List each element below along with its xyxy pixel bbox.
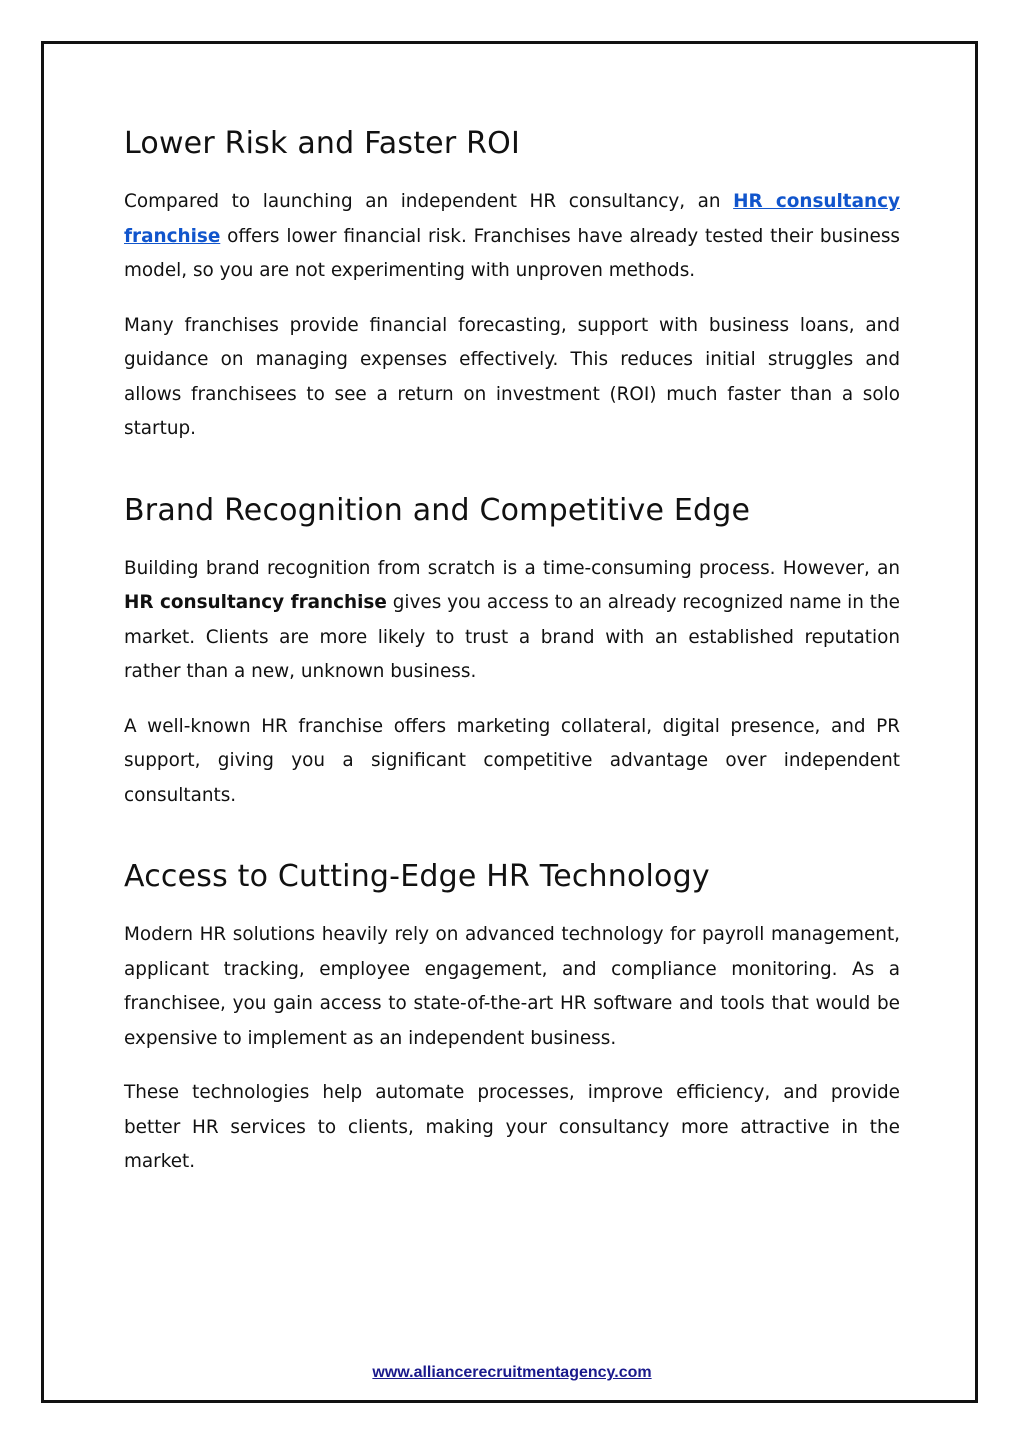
section-heading: Lower Risk and Faster ROI — [124, 126, 521, 161]
bold-phrase: HR consultancy franchise — [124, 592, 387, 613]
paragraph-text: Compared to launching an independent HR consultancy, an — [124, 191, 734, 212]
paragraph — [124, 185, 900, 289]
paragraph: Modern HR solutions heavily rely on advanced technology for payroll management, applicant tracking, employee engagement, and compliance monitoring. As a franchisee, you gain access to state-of-the-art HR software and tools that would be expensive to implement as an independent business. — [124, 924, 900, 1049]
website-link[interactable]: www.alliancerecruitmentagency.com — [372, 1364, 652, 1381]
section-hr-technology — [124, 851, 900, 1180]
hr-consultancy-franchise-link[interactable]: HR consultancy franchise — [124, 191, 900, 247]
paragraph-text: gives you access to an already recognized name in the market. Clients are more likely to trust a brand with an established reputation rather than a new, unknown business. — [124, 592, 900, 682]
paragraph: These technologies help automate processes, improve efficiency, and provide better HR services to clients, making your consultancy more attractive in the market. — [124, 1082, 900, 1172]
section-heading: Brand Recognition and Competitive Edge — [124, 492, 751, 528]
document-body — [124, 118, 900, 1200]
paragraph-text: Building brand recognition from scratch is a time-consuming process. However, an — [124, 557, 900, 579]
section-brand-recognition — [124, 485, 900, 814]
section-lower-risk — [124, 118, 900, 447]
paragraph: Many franchises provide financial forecasting, support with business loans, and guidance on managing expenses effectively. This reduces initial struggles and allows franchisees to see a return on investment (ROI) much faster than a solo startup. — [124, 314, 900, 439]
footer — [0, 1364, 1024, 1382]
paragraph — [124, 552, 900, 690]
section-heading: Access to Cutting-Edge HR Technology — [124, 859, 710, 894]
paragraph-text: offers lower financial risk. Franchises have already tested their business model, so you are not experimenting with unproven methods. — [124, 225, 900, 281]
paragraph: A well-known HR franchise offers marketing collateral, digital presence, and PR support, giving you a significant competitive advantage over independent consultants. — [124, 715, 900, 806]
